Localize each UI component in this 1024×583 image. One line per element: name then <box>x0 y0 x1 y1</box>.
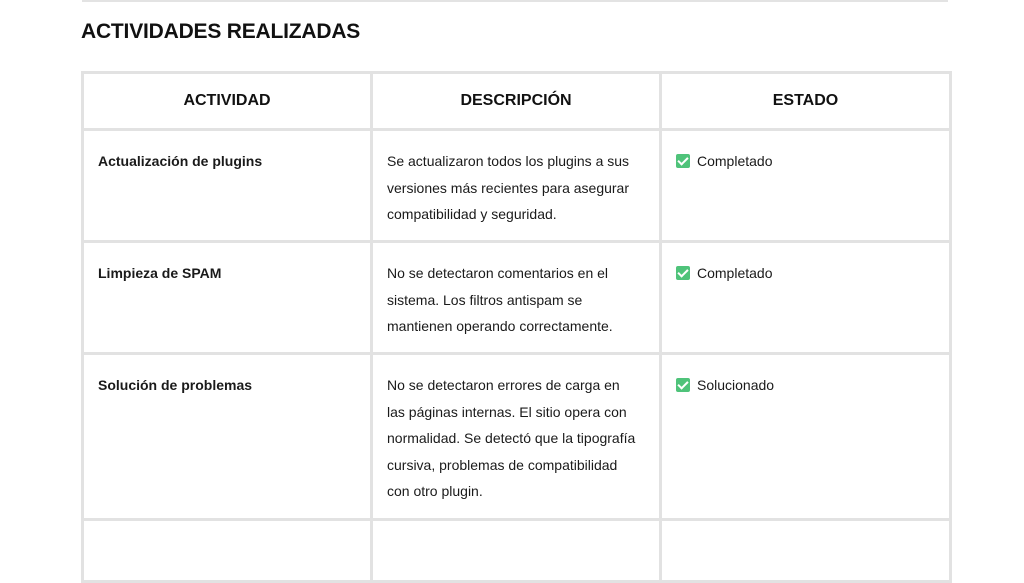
activity-cell: Solución de problemas <box>83 354 372 520</box>
status-cell <box>661 130 951 242</box>
activity-cell: Limpieza de SPAM <box>83 242 372 354</box>
check-box-icon <box>676 154 690 168</box>
empty-cell <box>372 520 661 582</box>
description-cell: Se actualizaron todos los plugins a sus versiones más recientes para asegurar compatibilidad y seguridad. <box>372 130 661 242</box>
status-cell <box>661 242 951 354</box>
section-title: ACTIVIDADES REALIZADAS <box>81 20 361 43</box>
table-header-row <box>83 73 951 130</box>
divider <box>82 0 948 2</box>
status-cell <box>661 354 951 520</box>
empty-cell <box>661 520 951 582</box>
description-cell: No se detectaron comentarios en el sistema. Los filtros antispam se mantienen operando correctamente. <box>372 242 661 354</box>
table-row <box>83 242 951 354</box>
table-row-partial <box>83 520 951 582</box>
check-box-icon <box>676 378 690 392</box>
description-cell: No se detectaron errores de carga en las páginas internas. El sitio opera con normalidad. Se detectó que la tipografía cursiva, problemas de compatibilidad con otro plugin. <box>372 354 661 520</box>
activities-table <box>81 71 952 583</box>
check-box-icon <box>676 266 690 280</box>
activity-cell: Actualización de plugins <box>83 130 372 242</box>
header-activity: ACTIVIDAD <box>83 73 372 130</box>
header-status: ESTADO <box>661 73 951 130</box>
header-description: DESCRIPCIÓN <box>372 73 661 130</box>
table-row <box>83 130 951 242</box>
status-text: Solucionado <box>697 377 775 393</box>
table-row <box>83 354 951 520</box>
status-text: Completado <box>697 153 773 169</box>
status-text: Completado <box>697 265 773 281</box>
empty-cell <box>83 520 372 582</box>
